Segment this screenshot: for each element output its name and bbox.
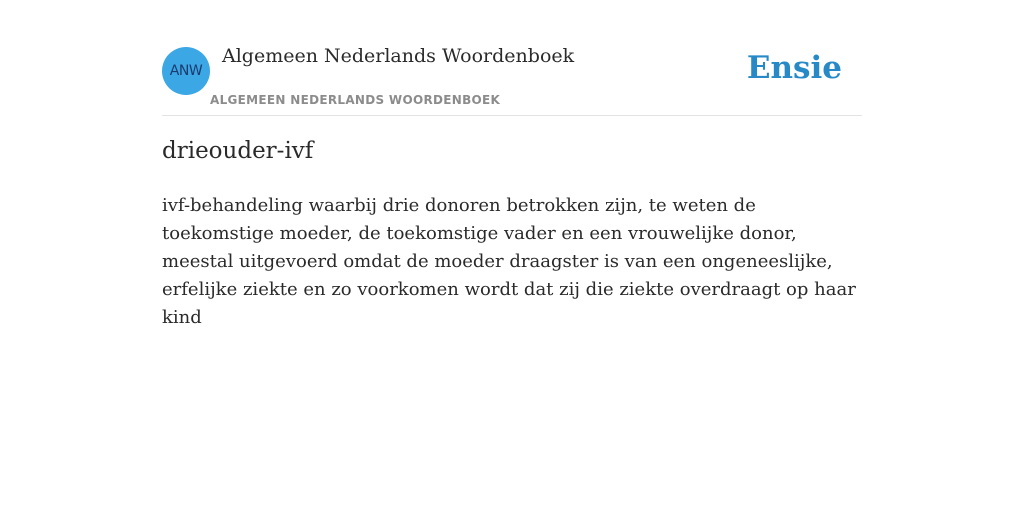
source-subtitle: ALGEMEEN NEDERLANDS WOORDENBOEK xyxy=(210,93,501,107)
source-header xyxy=(162,0,862,116)
anw-logo[interactable]: ANW xyxy=(162,47,210,95)
source-title[interactable]: Algemeen Nederlands Woordenboek xyxy=(222,45,575,67)
page-container xyxy=(162,0,862,328)
entry-definition: ivf-behandeling waarbij drie donoren betrokken zijn, te weten de toekomstige moeder, de toekomstige vader en een vrouwelijke donor, meestal uitgevoerd omdat de moeder draagster is van een ongeneeslijke, erfelijke ziekte en zo voorkomen wordt dat zij die ziekte overdraagt op haar kind xyxy=(162,195,856,328)
entry-term: drieouder-ivf xyxy=(162,138,314,164)
ensie-brand-link[interactable]: Ensie xyxy=(746,50,842,86)
